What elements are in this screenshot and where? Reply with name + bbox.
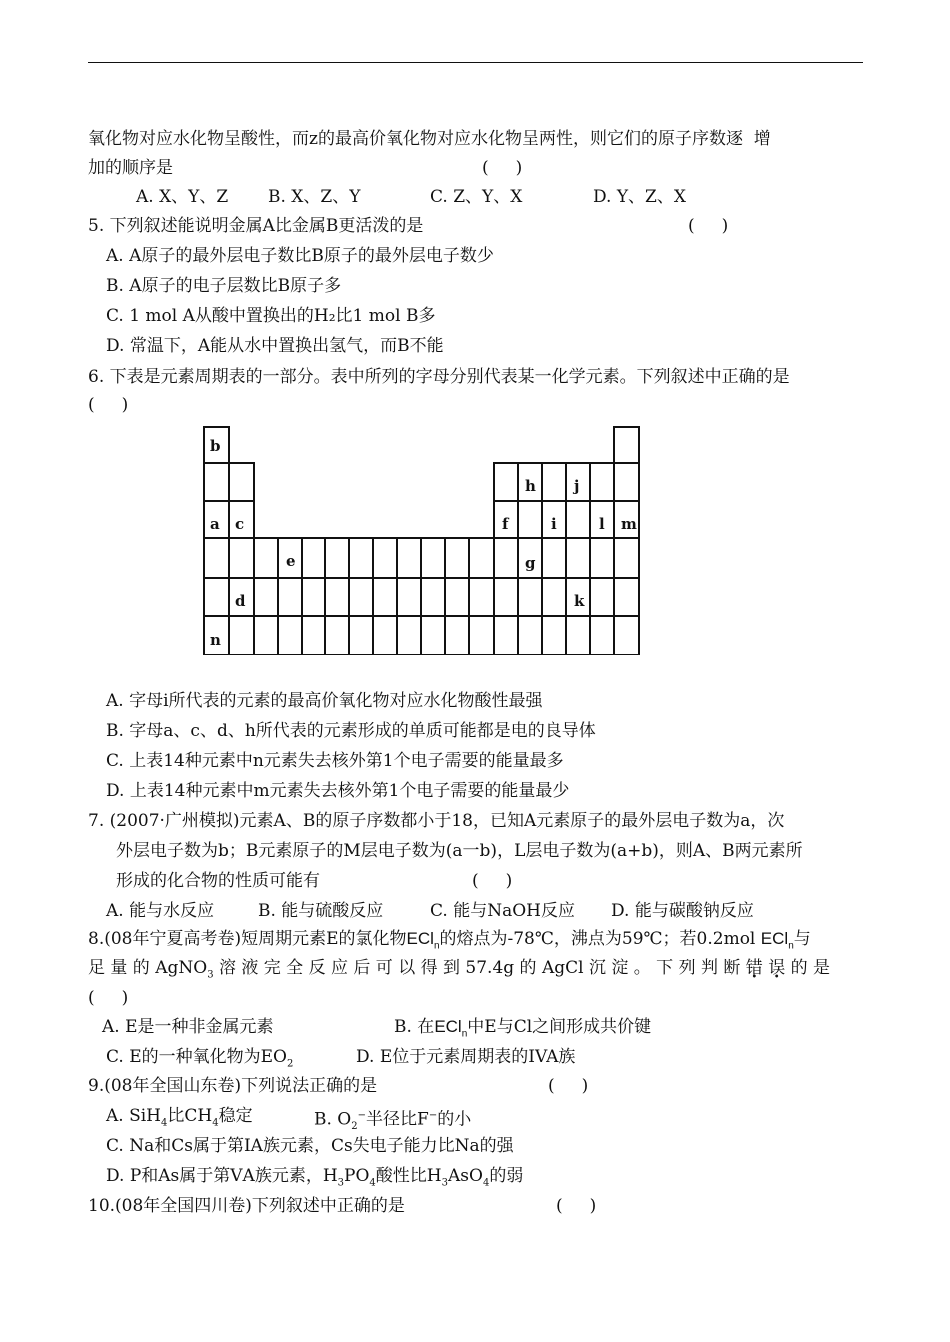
q8-option-c: C. E的一种氧化物为$EO_2$ [106,1047,294,1070]
cell-d: d [235,592,246,610]
cell-c: c [235,515,245,533]
cell-n: n [210,631,221,649]
q6-option-a: A. 字母i所代表的元素的最高价氧化物对应水化物酸性最强 [106,691,543,711]
q9-option-c: C. Na和Cs属于第ⅠA族元素，Cs失电子能力比Na的强 [106,1136,514,1156]
q4-option-d: D. Y、Z、X [593,187,686,207]
cell-b: b [210,437,221,455]
q4-line1: 氧化物对应水化物呈酸性，而z的最高价氧化物对应水化物呈两性，则它们的原子序数逐 增 [88,129,771,149]
q5-option-a: A. A原子的最外层电子数比B原子的最外层电子数少 [106,246,494,266]
q6-bracket: ( ) [88,395,129,415]
q4-option-c: C. Z、Y、X [430,187,523,207]
q10-bracket: ( ) [556,1196,597,1216]
q5-stem: 5. 下列叙述能说明金属A比金属B更活泼的是 [88,216,424,236]
q7-line3: 形成的化合物的性质可能有 [116,871,320,891]
q7-line1: 7. (2007·广州模拟)元素A、B的原子序数都小于18，已知A元素原子的最外层电子数为a，次 [88,811,785,831]
q9-option-b: B. $O_2^-$半径比F−的小 [314,1109,472,1133]
q6-option-d: D. 上表14种元素中m元素失去核外第1个电子需要的能量最少 [106,781,570,801]
q6-option-b: B. 字母a、c、d、h所代表的元素形成的单质可能都是电的良导体 [106,721,596,741]
q9-bracket: ( ) [548,1076,589,1096]
q9-option-a: A. SiH$_4$比$CH_4$稳定 [106,1106,253,1129]
q9-option-d: D. P和As属于第ⅤA族元素，$H_3PO_4$酸性比$H_3AsO_4$的弱 [106,1166,524,1189]
cell-j: j [574,477,580,495]
header-rule [88,62,863,63]
q4-option-a: A. X、Y、Z [136,187,229,207]
q8-option-a: A. E是一种非金属元素 [102,1017,274,1037]
cell-m: m [621,515,637,533]
q7-option-d: D. 能与碳酸钠反应 [611,901,754,921]
cell-h: h [525,477,536,495]
cell-f: f [502,515,509,533]
q10-stem: 10.(08年全国四川卷)下列叙述中正确的是 [88,1196,405,1216]
cell-k: k [574,592,585,610]
cell-e: e [286,552,296,570]
q8-line1: 8.(08年宁夏高考卷)短周期元素E的氯化物ECl$_n$的熔点为-78℃，沸点为59℃；若0.2mol ECl$_n$与 [88,929,811,952]
q5-option-c: C. 1 mol A从酸中置换出的H₂比1 mol B多 [106,306,436,326]
q4-option-b: B. X、Z、Y [268,187,361,207]
q7-bracket: ( ) [472,871,513,891]
q5-option-d: D. 常温下，A能从水中置换出氢气，而B不能 [106,336,444,356]
q7-line2: 外层电子数为b；B元素原子的M层电子数为(a一b)，L层电子数为(a+b)，则A、B两元素所 [116,841,803,861]
emphasis-cuo: 错 [745,958,763,978]
periodic-table-figure [198,423,642,655]
q7-option-c: C. 能与NaOH反应 [430,901,575,921]
q5-option-b: B. A原子的电子层数比B原子多 [106,276,342,296]
cell-i: i [551,515,557,533]
q4-bracket: ( ) [482,158,523,178]
cell-g: g [525,554,536,572]
q9-stem: 9.(08年全国山东卷)下列说法正确的是 [88,1076,378,1096]
q4-line2: 加的顺序是 [88,158,173,178]
q7-option-a: A. 能与水反应 [106,901,215,921]
cell-l: l [599,515,605,533]
periodic-table-grid [204,427,639,655]
q8-option-b: B. 在ECl$_n$中E与Cl之间形成共价键 [394,1017,652,1040]
q8-line2: 足 量 的 AgNO$_3$ 溶 液 完 全 反 应 后 可 以 得 到 57.4g 的 AgCl 沉 淀 。 下 列 判 断 错 误 的 是 [88,958,831,981]
q5-bracket: ( ) [688,216,729,236]
cell-a: a [210,515,220,533]
q6-option-c: C. 上表14种元素中n元素失去核外第1个电子需要的能量最多 [106,751,564,771]
emphasis-wu: 误 [768,958,786,978]
q6-stem: 6. 下表是元素周期表的一部分。表中所列的字母分别代表某一化学元素。下列叙述中正确的是 [88,367,790,387]
q8-bracket: ( ) [88,988,129,1008]
q7-option-b: B. 能与硫酸反应 [258,901,384,921]
q8-option-d: D. E位于元素周期表的IVA族 [356,1047,576,1067]
